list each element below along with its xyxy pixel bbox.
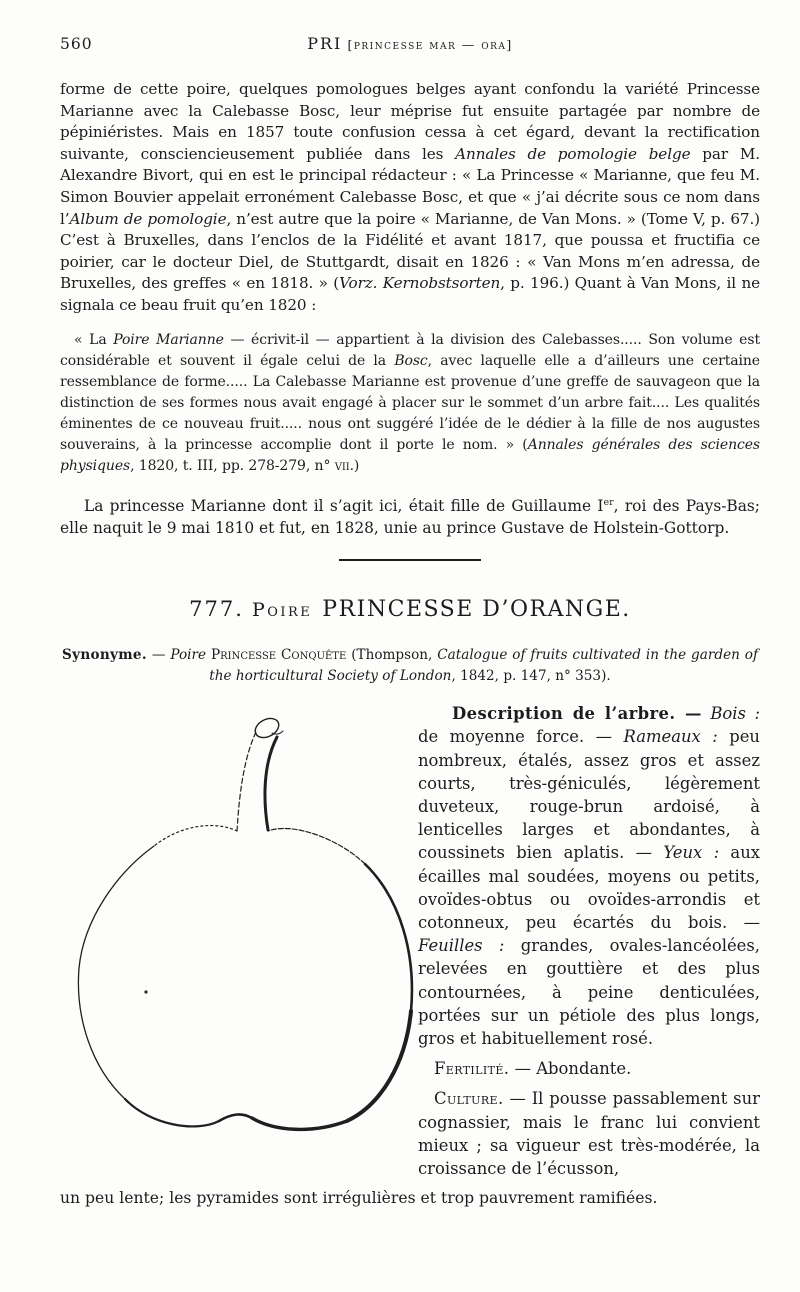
text-run: , p. 196.) Quant à Van Mons, il ne signala ce beau fruit qu’en 1820 : bbox=[60, 274, 761, 314]
pear-name-poire-marianne: Poire Marianne bbox=[113, 331, 224, 348]
pear-body-top-right bbox=[268, 829, 365, 865]
book-title-annales-pomologie-belge: Annales de pomologie belge bbox=[455, 144, 691, 163]
catalogue-title-italic: Catalogue of fruits cultivated in the garden of the horticultural Society of London bbox=[209, 647, 759, 684]
text-run: .) bbox=[349, 457, 360, 474]
paragraph-marianne-history bbox=[60, 79, 760, 317]
running-header bbox=[150, 34, 670, 53]
text-run: de moyenne force. — bbox=[418, 727, 624, 747]
synonym-princesse-conquete: Princesse Conquête bbox=[210, 647, 347, 664]
illustration-cell bbox=[60, 702, 418, 1180]
pear-body-left bbox=[78, 846, 154, 1099]
synonym-lead: Synonyme. bbox=[62, 647, 147, 664]
description-arbre-paragraph bbox=[418, 702, 760, 1050]
roman-numeral-vii: vii bbox=[334, 457, 350, 474]
book-title-kernobstsorten: Vorz. Kernobstsorten bbox=[339, 274, 501, 293]
description-column bbox=[418, 702, 760, 1180]
culture-continuation-line: un peu lente; les pyramides sont irrégulières et trop pauvrement ramifiées. bbox=[60, 1189, 658, 1208]
quote-van-mons bbox=[60, 330, 760, 477]
text-run: aux écailles mal soudées, moyens ou petits, ovoïdes-obtus ou ovoïdes-arrondis et cotonneux, peu écartés du bois. — bbox=[418, 843, 760, 932]
pear-body-right-upper bbox=[365, 864, 412, 1011]
culture-paragraph bbox=[418, 1087, 760, 1180]
running-header-bracket: [princesse mar — ora] bbox=[347, 37, 513, 52]
synonym-paragraph bbox=[60, 645, 760, 686]
article-title bbox=[60, 586, 760, 624]
pear-illustration bbox=[60, 702, 418, 1172]
fertilite-lead: Fertilité. bbox=[434, 1059, 510, 1079]
description-section bbox=[60, 702, 760, 1180]
text-run: grandes, ovales-lancéolées, relevées en gouttière et des plus contournées, à peine denticulées, portées sur un pétiole des plus longs, gros et habituellement rosé. bbox=[418, 936, 760, 1048]
article-title-poire: Poire bbox=[251, 598, 313, 621]
section-separator-rule bbox=[339, 559, 481, 561]
text-run: — Il pousse passablement sur cognassier, mais le franc lui convient mieux ; sa vigueur est très-modérée, la croissance de l’écusson, bbox=[418, 1089, 760, 1178]
text-run: — écrivit-il — appartient à la division des Calebasses..... Son volume est considérable et souvent il égale celui de la bbox=[60, 331, 760, 369]
pear-stem-left-edge bbox=[237, 732, 256, 831]
text-run: , n’est autre que la poire « Marianne, de Van Mons. » (Tome V, p. 67.) C’est à Bruxelles, dans l’enclos de la Fidélité et avant 1817, que poussa et fructifia ce poirier, car le docteur Diel, de Stuttgardt, disait en 1826 : « Van Mons m’en adressa, de Bruxelles, des greffes « en 1818. » ( bbox=[60, 209, 760, 293]
text-run: — Abondante. bbox=[509, 1059, 632, 1079]
pear-name-bosc: Bosc bbox=[394, 352, 428, 369]
term-yeux: Yeux : bbox=[663, 843, 720, 863]
text-run: , avec laquelle elle a d’ailleurs une certaine ressemblance de forme..... La Calebasse Marianne est provenue d’une greffe de sauvageon que la distinction de ses formes nous avait engagé à placer sur le sommet d’un arbre fait.... Les qualités éminentes de ce nouveau fruit..... nous ont suggéré l’idée de le dédier à la fille de nos augustes souverains, à la princesse accomplie dont il porte le nom. » ( bbox=[60, 352, 760, 453]
pear-body-right-lower bbox=[347, 1011, 411, 1121]
term-feuilles: Feuilles : bbox=[418, 936, 505, 956]
text-run: peu nombreux, étalés, assez gros et assez courts, très-géniculés, légèrement duveteux, rouge-brun ardoisé, à lenticelles larges et abondantes, à coussinets bien aplatis. — bbox=[418, 727, 760, 863]
fertilite-paragraph bbox=[418, 1057, 760, 1080]
pear-stem-tip-curl bbox=[272, 731, 283, 734]
superscript-er: er bbox=[603, 496, 614, 508]
book-title-album-pomologie: Album de pomologie bbox=[69, 209, 227, 228]
pear-body-bottom-left bbox=[125, 1099, 219, 1126]
description-lead-bold: Description de l’arbre. — bbox=[452, 704, 702, 724]
journal-title-annales-sciences-physiques: Annales générales des sciences physiques bbox=[60, 436, 760, 474]
paragraph-princesse-marianne-biography bbox=[60, 492, 760, 539]
text-run: (Thompson, bbox=[346, 647, 438, 664]
text-run: forme de cette poire, quelques pomologues belges ayant confondu la variété Princesse Marianne avec la Calebasse Bosc, leur méprise fut ensuite partagée par nombre de pépiniéristes. Mais en 1857 toute confusion cessa à cet égard, devant la rectification suivante, consciencieusement publiée dans les bbox=[60, 80, 760, 163]
pear-body-bottom-dip bbox=[219, 1115, 252, 1122]
text-run: , 1842, p. 147, n° 353). bbox=[451, 667, 611, 684]
text-run: , roi des Pays-Bas; elle naquit le 9 mai 1810 et fut, en 1828, unie au prince Gustave de Holstein-Gottorp. bbox=[60, 496, 760, 537]
pear-body-bottom-right bbox=[252, 1118, 347, 1129]
text-run: par M. Alexandre Bivort, qui en est le principal rédacteur : « La Princesse « Marianne, que feu M. Simon Bouvier appelait erronément Calebasse Bosc, et que « j’ai décrite sous ce nom dans l’ bbox=[60, 144, 760, 228]
page-header bbox=[60, 34, 760, 53]
page-number: 560 bbox=[60, 35, 93, 53]
term-rameaux: Rameaux : bbox=[623, 727, 718, 747]
running-header-title: PRI bbox=[307, 34, 343, 53]
culture-lead: Culture. bbox=[434, 1089, 504, 1109]
text-run: , 1820, t. III, pp. 278-279, n° bbox=[130, 457, 335, 474]
article-title-name: PRINCESSE D’ORANGE. bbox=[322, 596, 631, 622]
pear-stem-right-edge bbox=[265, 737, 277, 830]
pear-body-top-left bbox=[154, 826, 237, 846]
text-run: — bbox=[146, 647, 171, 664]
synonym-poire-italic: Poire bbox=[170, 647, 207, 664]
pear-skin-dot bbox=[144, 990, 147, 993]
text-run: La princesse Marianne dont il s’agit ici, était fille de Guillaume I bbox=[84, 496, 604, 515]
article-number: 777. bbox=[189, 596, 244, 621]
term-bois: Bois : bbox=[701, 704, 760, 724]
text-run: « La bbox=[74, 331, 114, 348]
